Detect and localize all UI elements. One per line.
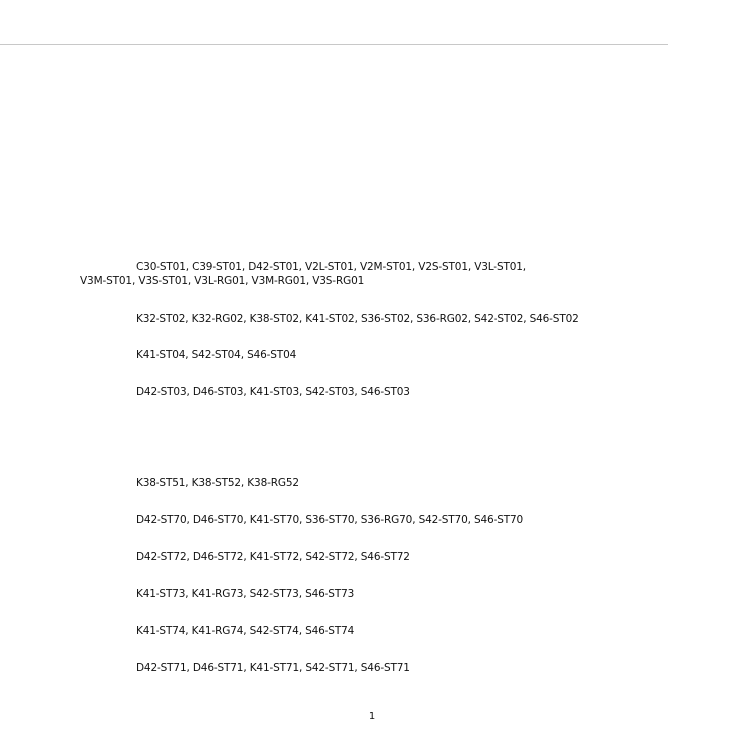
- code-line: K32-ST02, K32-RG02, K38-ST02, K41-ST02, S36-ST02, S36-RG02, S42-ST02, S46-ST02: [136, 313, 579, 325]
- code-line: C30-ST01, C39-ST01, D42-ST01, V2L-ST01, V2M-ST01, V2S-ST01, V3L-ST01,: [136, 261, 526, 273]
- code-line: V3M-ST01, V3S-ST01, V3L-RG01, V3M-RG01, V3S-RG01: [80, 275, 365, 287]
- code-paragraph: [80, 260, 680, 288]
- code-line: K41-ST04, S42-ST04, S46-ST04: [136, 349, 297, 361]
- code-line: D42-ST70, D46-ST70, K41-ST70, S36-ST70, S36-RG70, S42-ST70, S46-ST70: [136, 514, 524, 526]
- code-line: K41-ST74, K41-RG74, S42-ST74, S46-ST74: [136, 625, 355, 637]
- code-line: D42-ST03, D46-ST03, K41-ST03, S42-ST03, S46-ST03: [136, 386, 410, 398]
- header-divider: [0, 44, 668, 45]
- code-line: K38-ST51, K38-ST52, K38-RG52: [136, 477, 299, 489]
- code-line: K41-ST73, K41-RG73, S42-ST73, S46-ST73: [136, 588, 355, 600]
- page-number: 1: [368, 711, 376, 722]
- code-line: D42-ST72, D46-ST72, K41-ST72, S42-ST72, S46-ST72: [136, 551, 410, 563]
- code-line: D42-ST71, D46-ST71, K41-ST71, S42-ST71, S46-ST71: [136, 662, 410, 674]
